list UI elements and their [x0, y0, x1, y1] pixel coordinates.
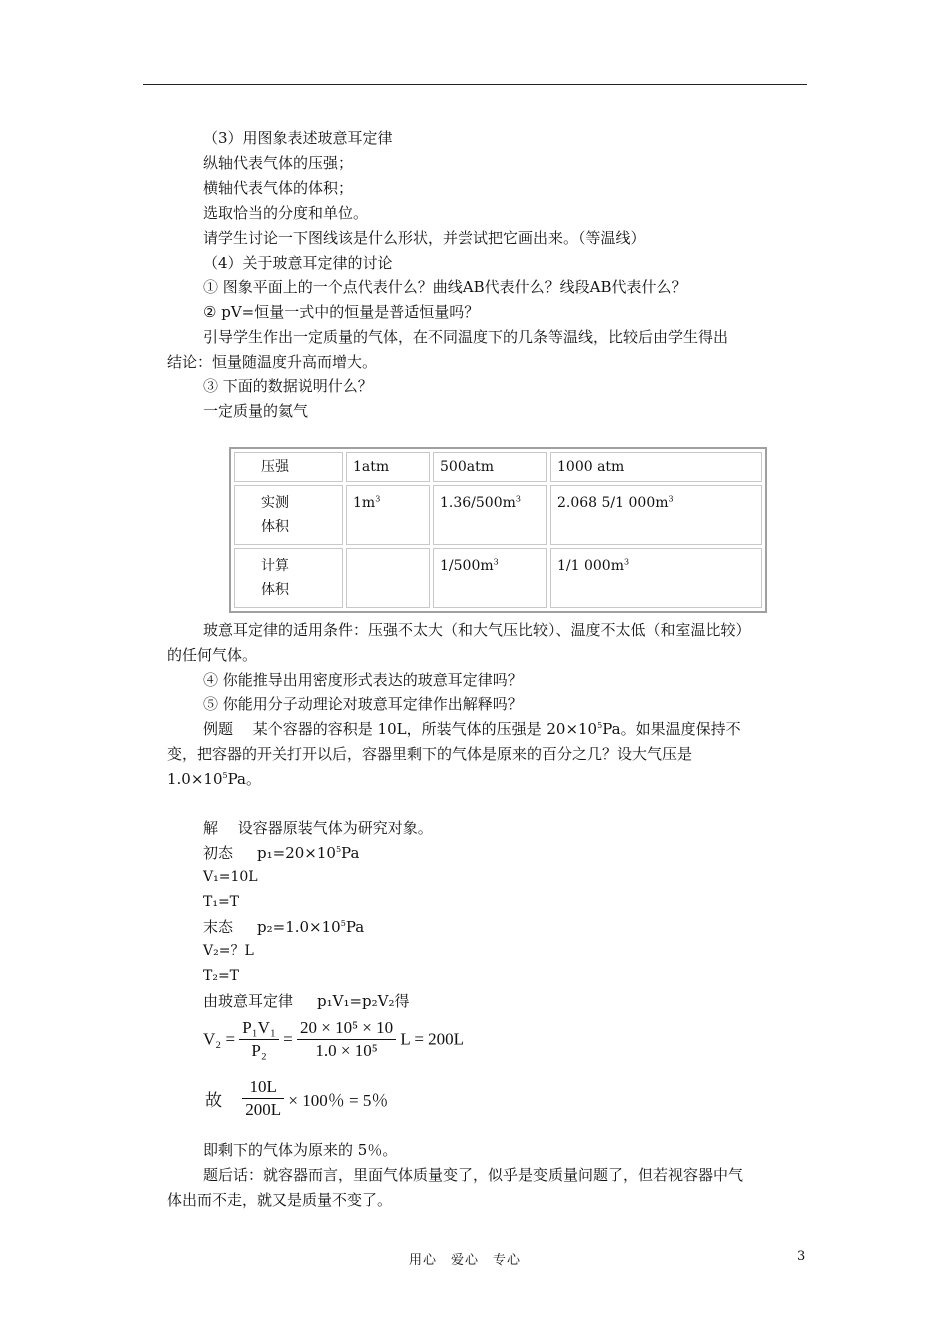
text-line	[203, 843, 359, 863]
text-line: （3）用图象表述玻意耳定律	[203, 129, 393, 147]
text-line: 变，把容器的开关打开以后，容器里剩下的气体是原来的百分之几？设大气压是	[167, 745, 693, 763]
text-line: 纵轴代表气体的压强；	[203, 154, 354, 172]
table-row	[234, 548, 762, 608]
text-run: Pa。	[227, 770, 261, 788]
table-row	[234, 485, 762, 545]
table-cell: 500atm	[433, 452, 547, 482]
text-line: T₂=T	[203, 968, 240, 984]
text-line: 解 设容器原装气体为研究对象。	[203, 819, 433, 837]
table-cell	[234, 485, 343, 545]
formula-lhs: V₂ =	[203, 1029, 236, 1049]
row-label: 计算体积	[261, 558, 289, 598]
header-rule	[143, 84, 807, 85]
helium-data-table	[229, 447, 767, 613]
text-line: T₁=T	[203, 894, 240, 910]
text-run: p₁=20×10	[257, 844, 336, 862]
denominator: 200L	[245, 1100, 282, 1119]
numerator: 10L	[242, 1076, 284, 1099]
numerator: P₁V₁	[239, 1017, 279, 1040]
row-label: 实测体积	[261, 495, 289, 535]
text-run: Pa	[345, 918, 365, 936]
exponent: 5	[222, 771, 228, 780]
formula-ratio	[205, 1076, 388, 1121]
text-line: ③ 下面的数据说明什么？	[203, 377, 373, 395]
unit-exponent: 3	[493, 557, 499, 567]
text-line: 的任何气体。	[167, 646, 258, 664]
fraction	[239, 1017, 279, 1062]
text-line	[203, 917, 364, 937]
fraction	[297, 1017, 396, 1062]
text-line: （4）关于玻意耳定律的讨论	[203, 254, 393, 272]
text-line	[203, 719, 741, 739]
label: 初态	[203, 844, 234, 862]
text-line: V₁=10L	[203, 869, 258, 885]
cell-value: 1/1 000m	[557, 558, 624, 574]
equals-sign: =	[283, 1029, 293, 1049]
table-cell	[550, 548, 762, 608]
table-cell	[433, 548, 547, 608]
text-line: 请学生讨论一下图线该是什么形状，并尝试把它画出来。（等温线）	[203, 229, 646, 247]
table-row	[234, 452, 762, 482]
text-line: 体出而不走，就又是质量不变了。	[167, 1191, 393, 1209]
page-number: 3	[797, 1249, 806, 1264]
text-run: p₁V₁=p₂V₂得	[317, 992, 410, 1010]
exponent: 5	[335, 845, 342, 854]
cell-value: 1/500m	[440, 558, 494, 574]
formula-rhs: × 100％ = 5％	[288, 1091, 389, 1110]
table-cell: 1000 atm	[550, 452, 762, 482]
table-cell	[433, 485, 547, 545]
text-line	[203, 991, 410, 1011]
text-line: ⑤ 你能用分子动理论对玻意耳定律作出解释吗？	[203, 695, 523, 713]
unit-exponent: 3	[375, 494, 381, 504]
cell-value: 1.36/500m	[440, 495, 516, 511]
text-line: 结论：恒量随温度升高而增大。	[167, 353, 378, 371]
text-line: ② pV=恒量一式中的恒量是普适恒量吗？	[203, 303, 480, 321]
table-cell	[234, 548, 343, 608]
text-run: 由玻意耳定律	[203, 992, 294, 1010]
text-run: 1.0×10	[167, 770, 223, 788]
text-line: 玻意耳定律的适用条件：压强不太大（和大气压比较）、温度不太低（和室温比较）	[203, 621, 751, 639]
text-line: 引导学生作出一定质量的气体，在不同温度下的几条等温线，比较后由学生得出	[203, 328, 729, 346]
cell-value: 1m	[353, 495, 376, 511]
text-line: 选取恰当的分度和单位。	[203, 204, 369, 222]
text-line: 即剩下的气体为原来的 5％。	[203, 1141, 398, 1159]
text-line: 一定质量的氦气	[203, 402, 309, 420]
table-cell	[346, 548, 430, 608]
table-cell: 1atm	[346, 452, 430, 482]
text-run: p₂=1.0×10	[257, 918, 341, 936]
numerator: 20 × 10⁵ × 10	[297, 1017, 396, 1040]
formula-lhs: 故	[205, 1091, 222, 1111]
label: 末态	[203, 918, 234, 936]
fraction	[242, 1076, 284, 1121]
table-cell	[550, 485, 762, 545]
text-line: 横轴代表气体的体积；	[203, 179, 354, 197]
exponent: 5	[597, 721, 603, 730]
unit-exponent: 3	[515, 494, 521, 504]
text-line: V₂=？L	[203, 943, 254, 959]
denominator: P₂	[251, 1041, 267, 1060]
table-cell: 压强	[234, 452, 343, 482]
text-line	[167, 769, 261, 789]
formula-rhs: L = 200L	[400, 1029, 465, 1049]
cell-value: 2.068 5/1 000m	[557, 495, 669, 511]
text-run: Pa。如果温度保持不	[602, 720, 741, 738]
denominator: 1.0 × 10⁵	[315, 1041, 378, 1060]
text-line: 题后话：就容器而言，里面气体质量变了，似乎是变质量问题了，但若视容器中气	[203, 1166, 744, 1184]
unit-exponent: 3	[668, 494, 674, 504]
text-line: ④ 你能推导出用密度形式表达的玻意耳定律吗？	[203, 671, 523, 689]
table-cell	[346, 485, 430, 545]
formula-v2	[203, 1017, 464, 1062]
exponent: 5	[340, 919, 346, 928]
text-run: Pa	[341, 844, 360, 862]
text-run: 例题 某个容器的容积是 10L，所装气体的压强是 20×10	[203, 720, 598, 738]
text-line: ① 图象平面上的一个点代表什么？曲线AB代表什么？线段AB代表什么？	[203, 278, 687, 296]
unit-exponent: 3	[623, 557, 630, 567]
footer-motto: 用心 爱心 专心	[409, 1253, 522, 1268]
